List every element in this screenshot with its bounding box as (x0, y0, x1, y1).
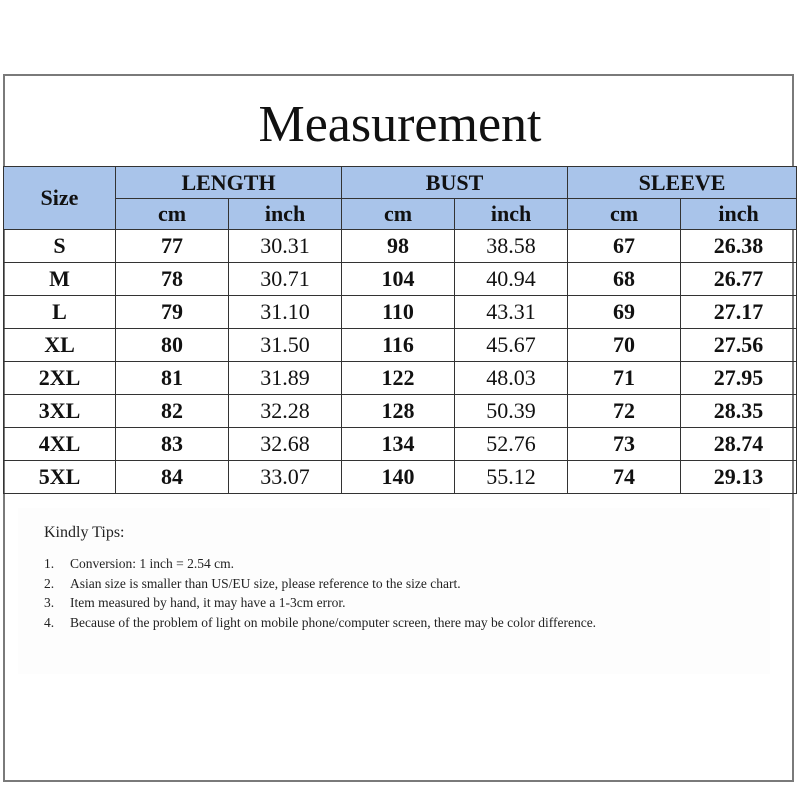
size-cell: 5XL (4, 461, 116, 494)
group-header-sleeve: SLEEVE (568, 167, 797, 199)
tips-title: Kindly Tips: (44, 524, 125, 541)
bust-cm-cell: 104 (342, 263, 455, 296)
sleeve-inch-cell: 28.35 (681, 395, 797, 428)
length-cm-cell: 78 (116, 263, 229, 296)
table-row (4, 362, 797, 395)
length-cm-cell: 84 (116, 461, 229, 494)
bust-cm-cell: 116 (342, 329, 455, 362)
length-inch-cell: 32.68 (229, 428, 342, 461)
bust-inch-cell: 55.12 (455, 461, 568, 494)
sleeve-cm-cell: 69 (568, 296, 681, 329)
unit-header: cm (116, 199, 229, 230)
table-row (4, 263, 797, 296)
sleeve-inch-cell: 27.56 (681, 329, 797, 362)
page-title: Measurement (258, 96, 542, 153)
table-row (4, 395, 797, 428)
table-row (4, 230, 797, 263)
sleeve-cm-cell: 71 (568, 362, 681, 395)
length-inch-cell: 31.89 (229, 362, 342, 395)
size-table (3, 166, 797, 494)
list-item (44, 593, 744, 613)
bust-inch-cell: 40.94 (455, 263, 568, 296)
bust-cm-cell: 128 (342, 395, 455, 428)
length-cm-cell: 83 (116, 428, 229, 461)
tip-number: 2. (44, 575, 55, 591)
tip-number: 3. (44, 595, 55, 610)
sleeve-cm-cell: 74 (568, 461, 681, 494)
unit-header: inch (455, 199, 568, 230)
table-row (4, 296, 797, 329)
table-row (4, 329, 797, 362)
size-cell: 4XL (4, 428, 116, 461)
sleeve-inch-cell: 26.38 (681, 230, 797, 263)
length-cm-cell: 79 (116, 296, 229, 329)
length-inch-cell: 32.28 (229, 395, 342, 428)
size-cell: M (4, 263, 116, 296)
sleeve-cm-cell: 73 (568, 428, 681, 461)
size-cell: XL (4, 329, 116, 362)
tip-text: Because of the problem of light on mobile phone/computer screen, there may be color difference. (70, 614, 597, 630)
header-row-groups (4, 167, 797, 199)
sleeve-cm-cell: 67 (568, 230, 681, 263)
bust-inch-cell: 45.67 (455, 329, 568, 362)
list-item (44, 613, 744, 633)
sleeve-inch-cell: 29.13 (681, 461, 797, 494)
list-item (44, 554, 744, 574)
unit-header: cm (568, 199, 681, 230)
table-row (4, 428, 797, 461)
tip-number: 1. (44, 556, 55, 571)
unit-header: cm (342, 199, 455, 230)
length-cm-cell: 81 (116, 362, 229, 395)
length-inch-cell: 30.71 (229, 263, 342, 296)
header-row-units (4, 199, 797, 230)
table-row (4, 461, 797, 494)
sleeve-inch-cell: 28.74 (681, 428, 797, 461)
length-inch-cell: 31.10 (229, 296, 342, 329)
bust-inch-cell: 48.03 (455, 362, 568, 395)
size-cell: 3XL (4, 395, 116, 428)
bust-cm-cell: 110 (342, 296, 455, 329)
sleeve-inch-cell: 27.95 (681, 362, 797, 395)
sleeve-cm-cell: 70 (568, 329, 681, 362)
length-inch-cell: 30.31 (229, 230, 342, 263)
bust-inch-cell: 43.31 (455, 296, 568, 329)
tip-text: Item measured by hand, it may have a 1-3cm error. (70, 595, 346, 610)
sleeve-cm-cell: 68 (568, 263, 681, 296)
bust-inch-cell: 38.58 (455, 230, 568, 263)
tips-list (44, 554, 744, 632)
group-header-length: LENGTH (116, 167, 342, 199)
size-cell: S (4, 230, 116, 263)
length-inch-cell: 31.50 (229, 329, 342, 362)
bust-inch-cell: 50.39 (455, 395, 568, 428)
sleeve-cm-cell: 72 (568, 395, 681, 428)
size-column-header: Size (4, 167, 116, 230)
bust-inch-cell: 52.76 (455, 428, 568, 461)
tips-box (18, 508, 770, 674)
bust-cm-cell: 98 (342, 230, 455, 263)
bust-cm-cell: 122 (342, 362, 455, 395)
size-cell: L (4, 296, 116, 329)
list-item (44, 574, 744, 594)
tip-text: Conversion: 1 inch = 2.54 cm. (70, 556, 234, 571)
sleeve-inch-cell: 27.17 (681, 296, 797, 329)
unit-header: inch (681, 199, 797, 230)
size-cell: 2XL (4, 362, 116, 395)
length-cm-cell: 80 (116, 329, 229, 362)
bust-cm-cell: 140 (342, 461, 455, 494)
unit-header: inch (229, 199, 342, 230)
length-cm-cell: 77 (116, 230, 229, 263)
sleeve-inch-cell: 26.77 (681, 263, 797, 296)
tip-number: 4. (44, 614, 55, 630)
bust-cm-cell: 134 (342, 428, 455, 461)
group-header-bust: BUST (342, 167, 568, 199)
length-cm-cell: 82 (116, 395, 229, 428)
tip-text: Asian size is smaller than US/EU size, please reference to the size chart. (70, 575, 461, 591)
length-inch-cell: 33.07 (229, 461, 342, 494)
